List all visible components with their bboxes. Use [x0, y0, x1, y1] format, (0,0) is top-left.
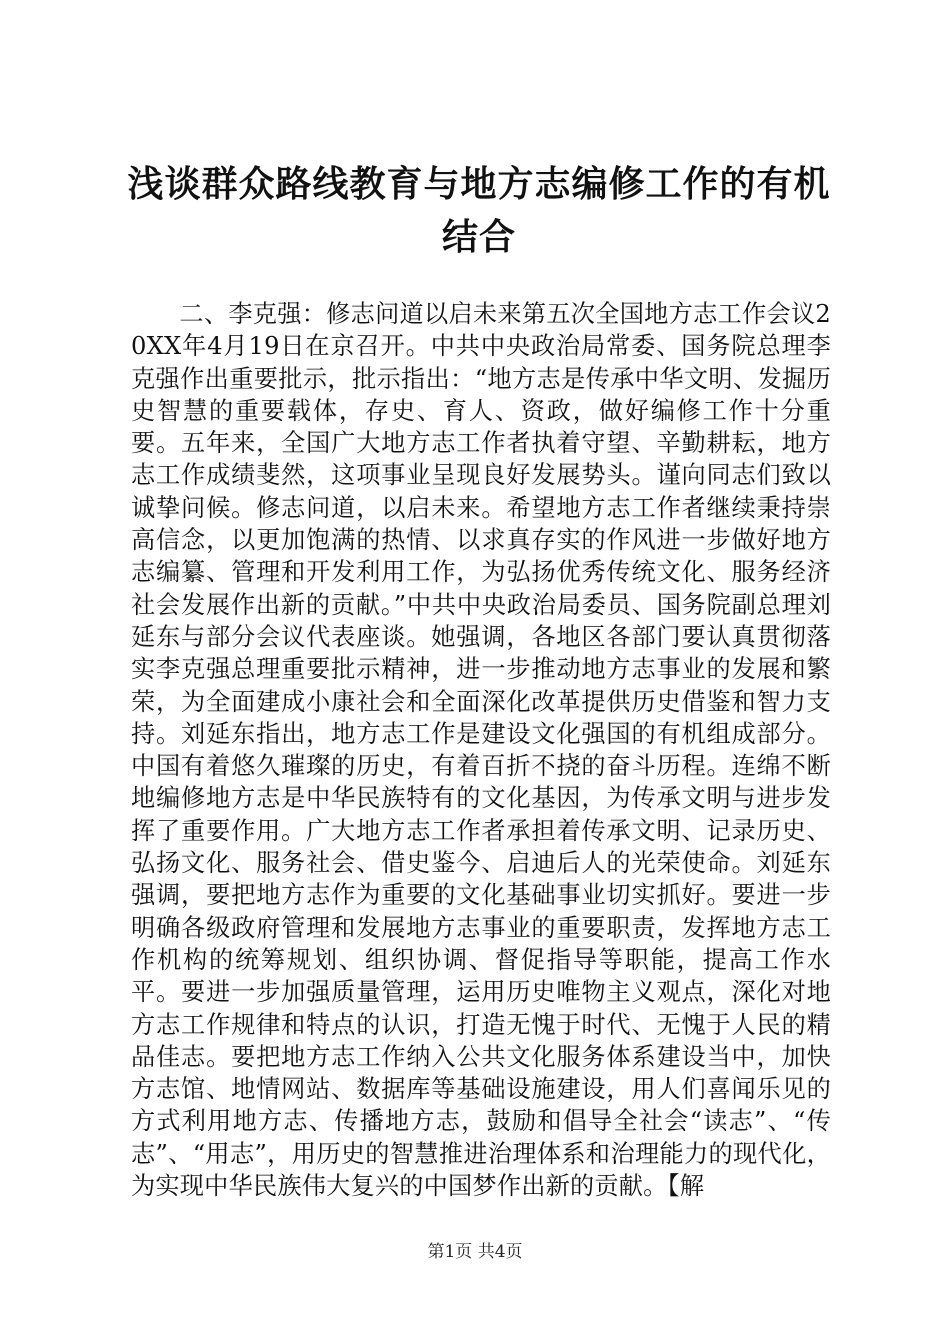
document-title: 浅谈群众路线教育与地方志编修工作的有机结合 [127, 163, 831, 258]
body-paragraph: 二、李克强：修志问道以启未来第五次全国地方志工作会议20XX年4月19日在京召开。中共中央政治局常委、国务院总理李克强作出重要批示，批示指出：“地方志是传承中华文明、发掘历史智慧的重要载体，存史、育人、资政，做好编修工作十分重要。五年来，全国广大地方志工作者执着守望、辛勤耕耘，地方志工作成绩斐然，这项事业呈现良好发展势头。谨向同志们致以诚挚问候。修志问道，以启未来。希望地方志工作者继续秉持崇高信念，以更加饱满的热情、以求真存实的作风进一步做好地方志编纂、管理和开发利用工作，为弘扬优秀传统文化、服务经济社会发展作出新的贡献。”中共中央政治局委员、国务院副总理刘延东与部分会议代表座谈。她强调，各地区各部门要认真贯彻落实李克强总理重要批示精神，进一步推动地方志事业的发展和繁荣，为全面建成小康社会和全面深化改革提供历史借鉴和智力支持。刘延东指出，地方志工作是建设文化强国的有机组成部分。中国有着悠久璀璨的历史，有着百折不挠的奋斗历程。连绵不断地编修地方志是中华民族特有的文化基因，为传承文明与进步发挥了重要作用。广大地方志工作者承担着传承文明、记录历史、弘扬文化、服务社会、借史鉴今、启迪后人的光荣使命。刘延东强调，要把地方志作为重要的文化基础事业切实抓好。要进一步明确各级政府管理和发展地方志事业的重要职责，发挥地方志工作机构的统筹规划、组织协调、督促指导等职能，提高工作水平。要进一步加强质量管理，运用历史唯物主义观点，深化对地方志工作规律和特点的认识，打造无愧于时代、无愧于人民的精品佳志。要把地方志工作纳入公共文化服务体系建设当中，加快方志馆、地情网站、数据库等基础设施建设，用人们喜闻乐见的方式利用地方志、传播地方志，鼓励和倡导全社会“读志”、“传志”、“用志”，用历史的智慧推进治理体系和治理能力的现代化，为实现中华民族伟大复兴的中国梦作出新的贡献。【解 [131, 300, 831, 1201]
page-footer: 第1页 共4页 [427, 1242, 523, 1262]
